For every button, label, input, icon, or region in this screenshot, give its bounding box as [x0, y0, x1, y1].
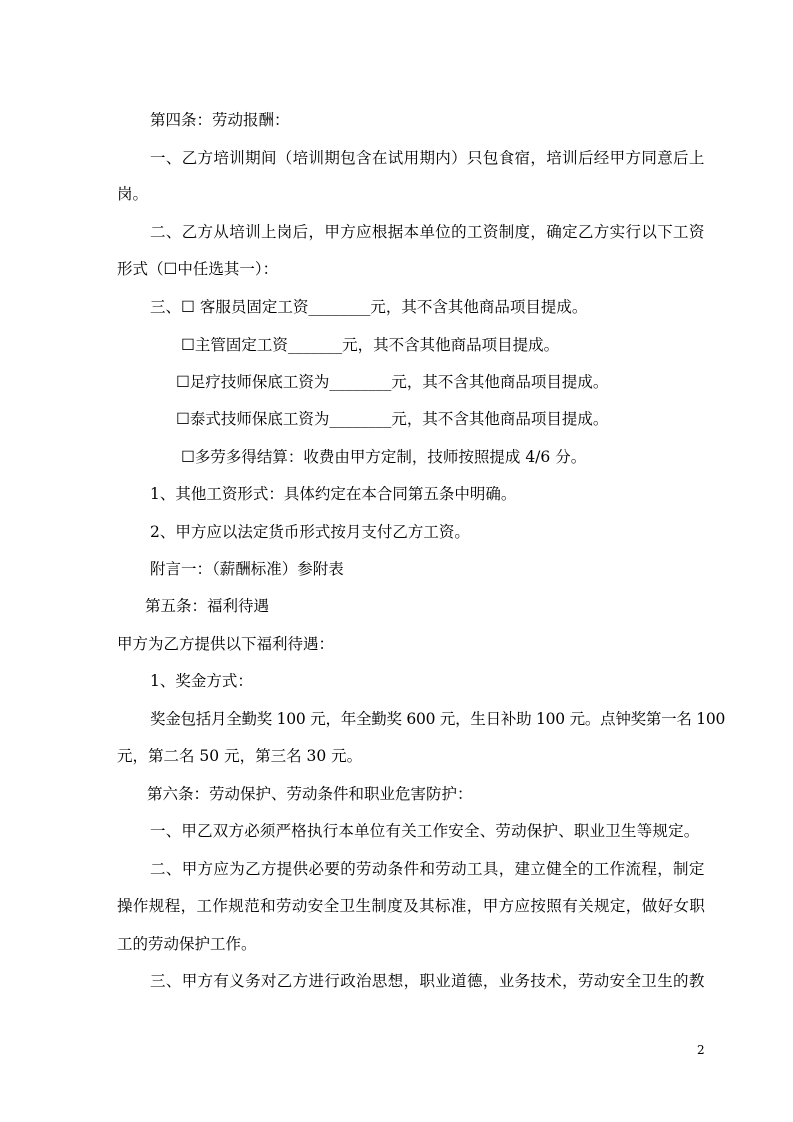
paragraph-line: 操作规程，工作规范和劳动安全卫生制度及其标准，甲方应按照有关规定，做好女职 — [117, 897, 706, 915]
paragraph-line: 岗。 — [117, 185, 149, 203]
wage-option-line: 三、☐ 客服员固定工资________元，其不含其他商品项目提成。 — [150, 298, 588, 316]
paragraph-line: 形式（☐中任选其一）： — [117, 260, 279, 278]
paragraph-line: 二、甲方应为乙方提供必要的劳动条件和劳动工具，建立健全的工作流程，制定 — [150, 860, 705, 878]
wage-option-line: ☐多劳多得结算：收费由甲方定制，技师按照提成 4/6 分。 — [181, 448, 587, 466]
article-4-heading: 第四条：劳动报酬： — [150, 111, 290, 129]
paragraph-line: 工的劳动保护工作。 — [117, 935, 257, 953]
paragraph-line: 2、甲方应以法定货币形式按月支付乙方工资。 — [150, 523, 470, 541]
article-6-heading: 第六条：劳动保护、劳动条件和职业危害防护： — [147, 785, 473, 803]
paragraph-line: 附言一：（薪酬标准）参附表 — [150, 560, 344, 578]
paragraph-line: 一、甲乙双方必须严格执行本单位有关工作安全、劳动保护、职业卫生等规定。 — [150, 822, 700, 840]
paragraph-line: 1、其他工资形式：具体约定在本合同第五条中明确。 — [150, 485, 517, 503]
page-number: 2 — [697, 1043, 705, 1057]
article-5-heading: 第五条：福利待遇 — [145, 597, 270, 615]
paragraph-line: 甲方为乙方提供以下福利待遇： — [117, 635, 335, 653]
paragraph-line: 二、乙方从培训上岗后，甲方应根据本单位的工资制度，确定乙方实行以下工资 — [150, 223, 705, 241]
wage-option-line: ☐泰式技师保底工资为________元，其不含其他商品项目提成。 — [176, 410, 609, 428]
paragraph-line: 1、奖金方式： — [150, 672, 253, 690]
paragraph-line: 一、乙方培训期间（培训期包含在试用期内）只包食宿，培训后经甲方同意后上 — [150, 149, 705, 167]
paragraph-line: 奖金包括月全勤奖 100 元，年全勤奖 600 元，生日补助 100 元。点钟奖第一名 100 — [150, 710, 726, 728]
wage-option-line: ☐主管固定工资_______元，其不含其他商品项目提成。 — [181, 336, 560, 354]
wage-option-line: ☐足疗技师保底工资为________元，其不含其他商品项目提成。 — [176, 373, 609, 391]
paragraph-line: 元，第二名 50 元，第三名 30 元。 — [117, 747, 363, 765]
paragraph-line: 三、甲方有义务对乙方进行政治思想，职业道德，业务技术，劳动安全卫生的教 — [150, 972, 705, 990]
